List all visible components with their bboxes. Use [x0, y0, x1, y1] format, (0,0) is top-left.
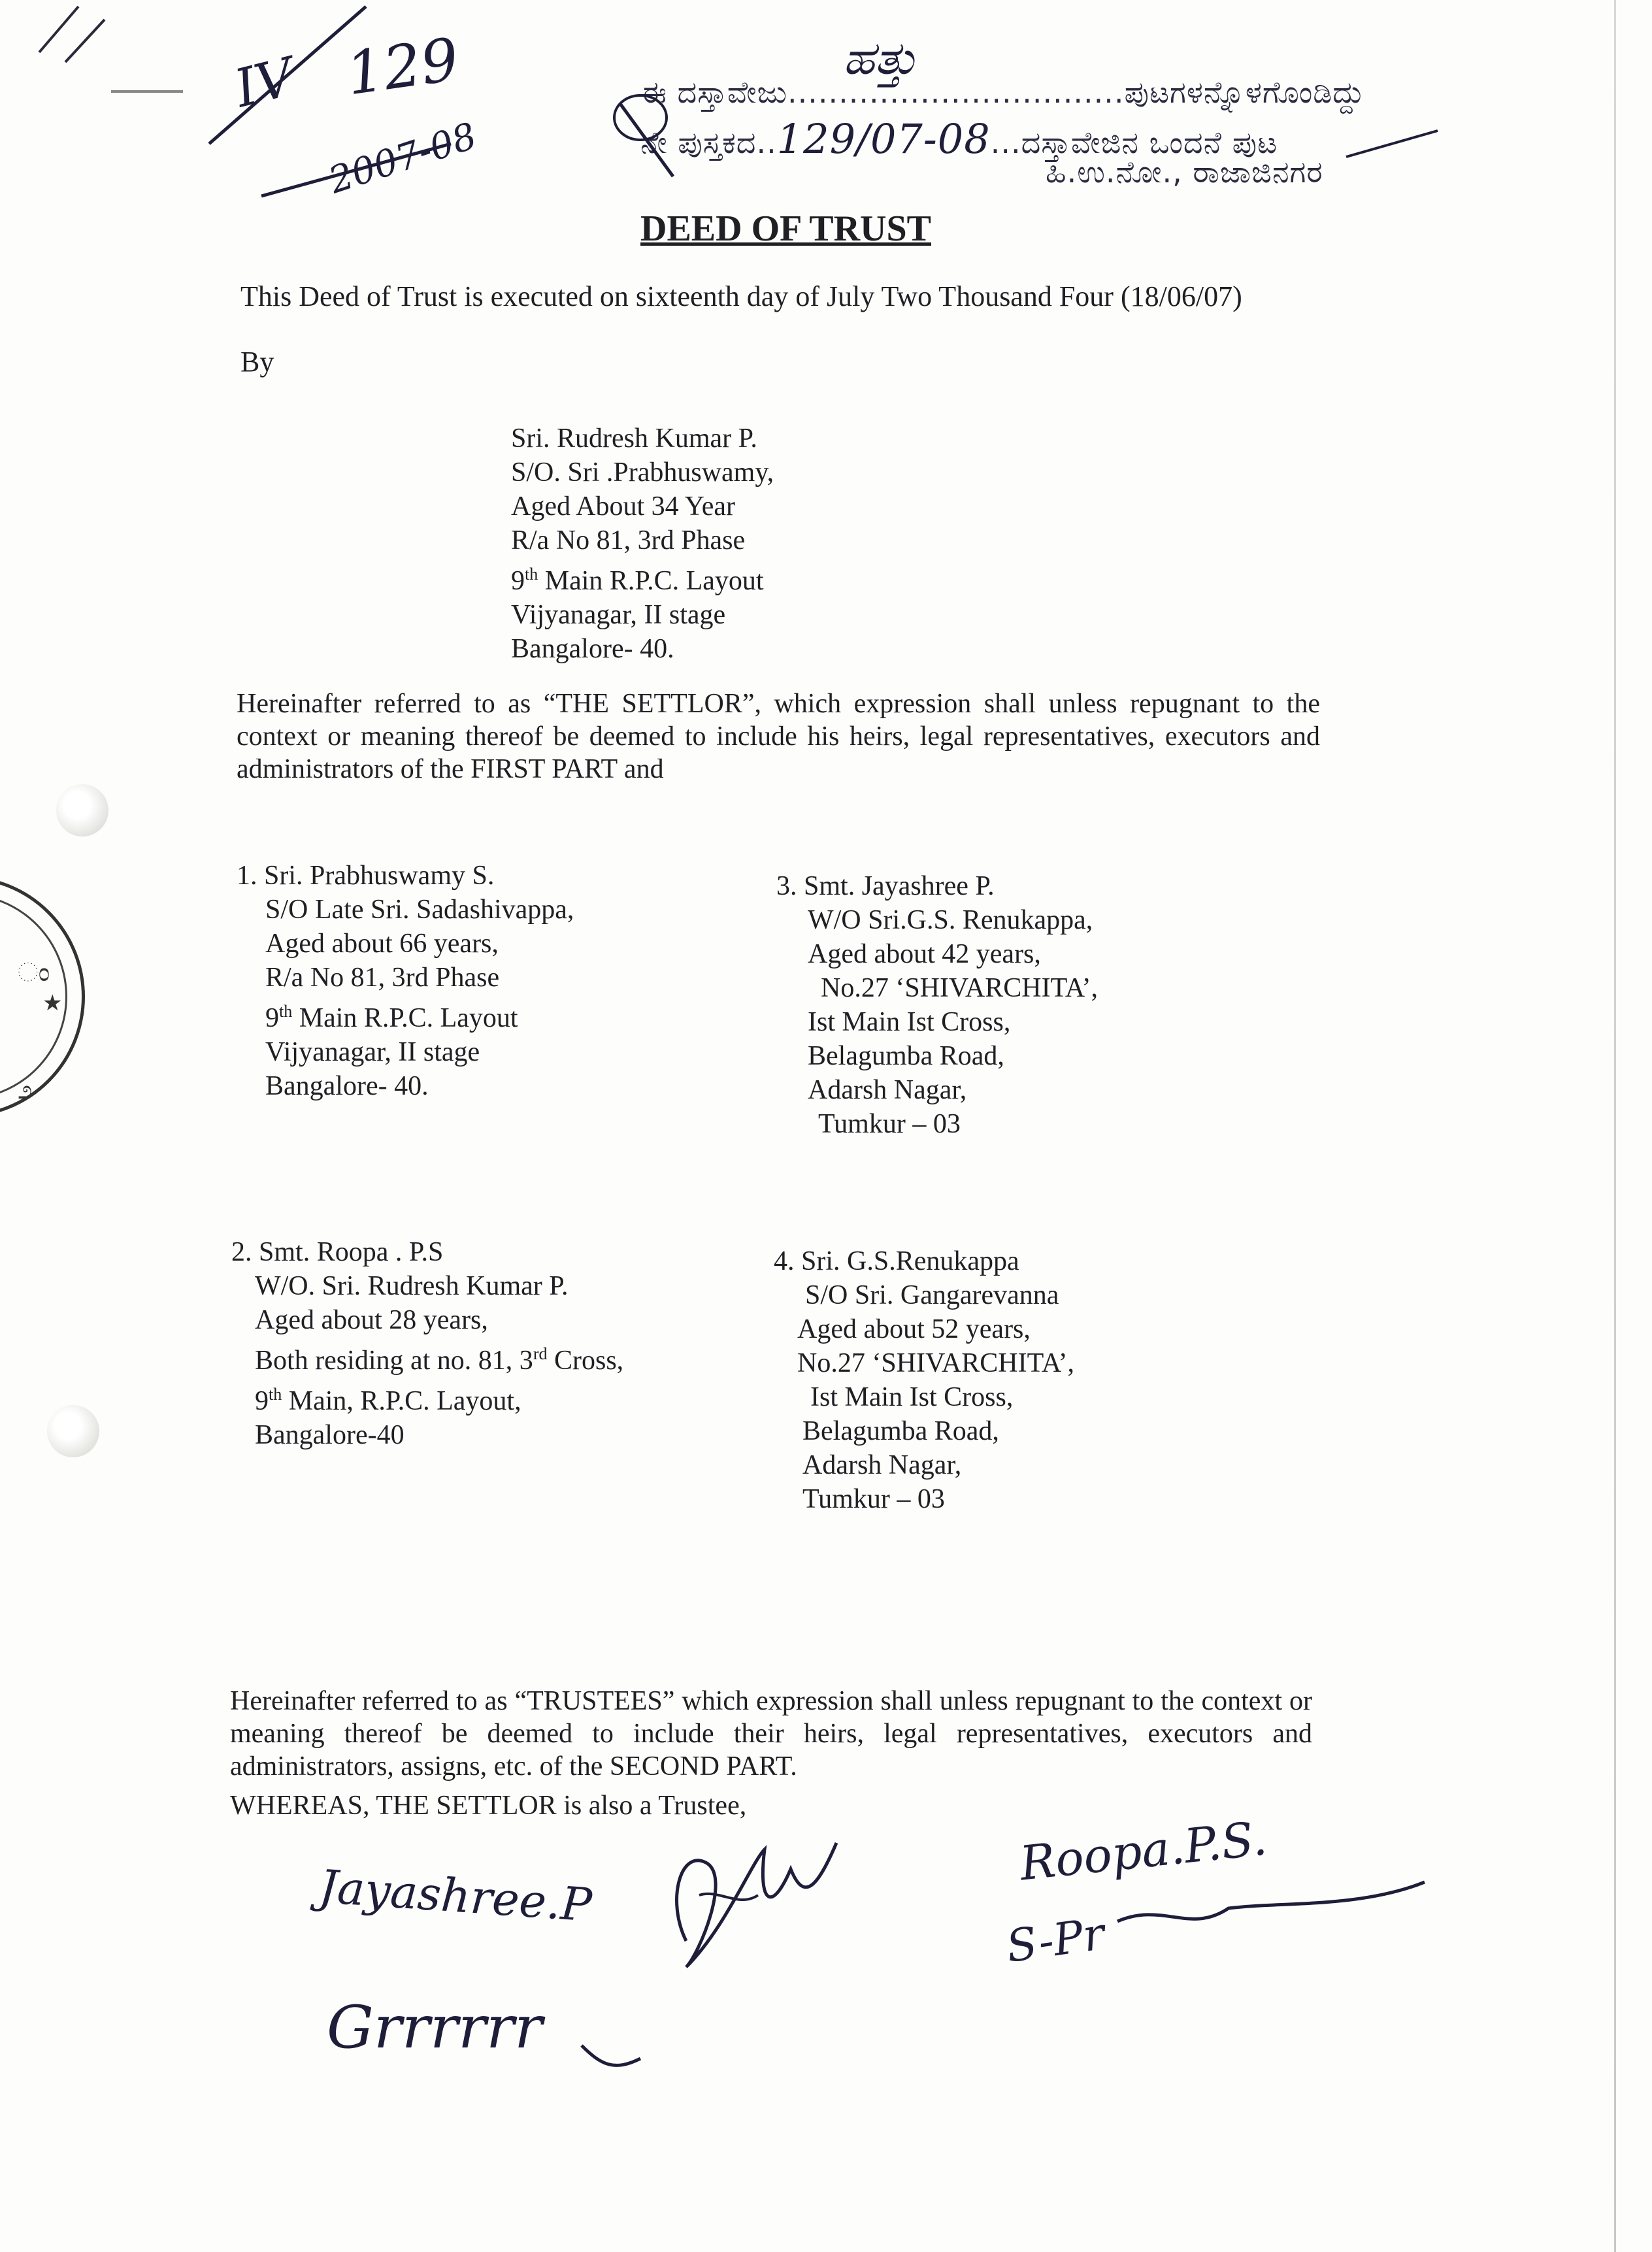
settlor-addr4: Bangalore- 40. [511, 634, 674, 664]
trustee-3-addr3: Belagumba Road, [808, 1041, 1004, 1071]
settlor-addr3: Vijyanagar, II stage [511, 600, 726, 630]
note-volume: IV [229, 46, 301, 120]
trustee-3-addr2: Ist Main Ist Cross, [808, 1007, 1011, 1037]
signature-jayashree: Jayashree.P [317, 1859, 594, 1932]
whereas-line: WHEREAS, THE SETTLOR is also a Trustee, [230, 1791, 747, 1821]
trustee-4-age: Aged about 52 years, [797, 1314, 1031, 1344]
signature-stroke-tail [1111, 1863, 1438, 1947]
stamp-line-2: ನೇ ಪುಸ್ತಕದ..129/07-08...ದಸ್ತಾವೇಜಿನ ಒಂದನೆ ಪುಟ [640, 115, 1278, 163]
settlor-address [511, 422, 774, 666]
signature-roopa: Roopa.P.S. [1017, 1810, 1270, 1891]
signature-renukappa-tail [575, 2039, 653, 2091]
by-label: By [240, 346, 274, 378]
trustee-2-addr2: 9th Main, R.P.C. Layout, [255, 1385, 521, 1416]
trustee-4-name: 4. Sri. G.S.Renukappa [774, 1246, 1019, 1276]
trustees-paragraph: Hereinafter referred to as “TRUSTEES” which expression shall unless repugnant to the context or meaning thereof be deemed to include their heirs, legal representatives, executors and administrators, assigns, etc. of the SECOND PART. [230, 1686, 1312, 1781]
trustee-2-addr1: Both residing at no. 81, 3rd Cross, [255, 1344, 624, 1376]
settlor-relation: S/O. Sri .Prabhuswamy, [511, 457, 774, 488]
trustee-3-age: Aged about 42 years, [808, 939, 1041, 969]
intro-line: This Deed of Trust is executed on sixteenth day of July Two Thousand Four (18/06/07) [240, 280, 1242, 312]
stamp-handwritten-count: ಹತ್ತು [843, 31, 917, 85]
settlor-paragraph: Hereinafter referred to as “THE SETTLOR”, which expression shall unless repugnant to the context or meaning thereof be deemed to include his heirs, legal representatives, executors and administrators of the FIRST PART and [237, 689, 1320, 784]
note-number: 129 [342, 25, 463, 109]
punch-hole-bottom [47, 1405, 99, 1457]
settlor-addr2: 9th Main R.P.C. Layout [511, 565, 764, 596]
punch-hole-top [56, 784, 108, 836]
trustee-2-relation: W/O. Sri. Rudresh Kumar P. [255, 1271, 569, 1301]
trustee-1-addr4: Bangalore- 40. [265, 1071, 429, 1101]
settlor-age: Aged About 34 Year [511, 491, 735, 522]
trustee-4-relation: S/O Sri. Gangarevanna [805, 1280, 1059, 1310]
trustee-4-addr2: Ist Main Ist Cross, [810, 1382, 1014, 1412]
trustee-3-relation: W/O Sri.G.S. Renukappa, [808, 905, 1093, 935]
trustee-1-age: Aged about 66 years, [265, 929, 499, 959]
stamp-line-3: ಹಿ.ಉ.ನೋ., ರಾಜಾಜಿನಗರ [1046, 154, 1323, 190]
trustee-1-addr1: R/a No 81, 3rd Phase [265, 963, 500, 993]
trustee-3-addr5: Tumkur – 03 [818, 1109, 961, 1139]
trustee-1-name: 1. Sri. Prabhuswamy S. [237, 861, 495, 891]
stamp-line-2-prefix: ನೇ ಪುಸ್ತಕದ [640, 125, 757, 160]
circular-seal: ಂ ★ ೨ [0, 876, 85, 1118]
trustee-3 [776, 869, 1098, 1141]
settlor-addr1: R/a No 81, 3rd Phase [511, 525, 746, 555]
trustee-2-age: Aged about 28 years, [255, 1305, 488, 1335]
trustee-1-relation: S/O Late Sri. Sadashivappa, [265, 895, 574, 925]
trustee-2-addr3: Bangalore-40 [255, 1420, 405, 1450]
trustee-1 [237, 859, 574, 1103]
trustee-3-addr1: No.27 ‘SHIVARCHITA’, [821, 973, 1099, 1003]
note-year: 2007-08 [323, 114, 482, 203]
trustee-1-addr2: 9th Main R.P.C. Layout [265, 1002, 518, 1033]
trustee-3-name: 3. Smt. Jayashree P. [776, 871, 995, 901]
trustee-4-addr4: Adarsh Nagar, [802, 1450, 962, 1480]
signature-renukappa: Grrrrrr [327, 1993, 543, 2062]
trustee-2-name: 2. Smt. Roopa . P.S [231, 1237, 444, 1267]
signature-scribble [660, 1823, 856, 1980]
stamp-line-2-hand: 129/07-08 [776, 115, 991, 163]
trustee-4-addr1: No.27 ‘SHIVARCHITA’, [797, 1348, 1075, 1378]
settlor-name: Sri. Rudresh Kumar P. [511, 423, 757, 454]
signature-prabhuswamy: S-Pr [1003, 1908, 1108, 1974]
stamp-line-1: ಈ ದಸ್ತಾವೇಜು.................................ಪುಟಗಳನ್ನೊಳಗೊಂಡಿದ್ದು [640, 75, 1365, 110]
trustee-1-addr3: Vijyanagar, II stage [265, 1037, 480, 1067]
stamp-strokes [601, 78, 1451, 196]
stamp-line-2-suffix: ದಸ್ತಾವೇಜಿನ ಒಂದನೆ ಪುಟ [1021, 125, 1278, 160]
trustee-2 [231, 1235, 623, 1452]
page-fold-line [1614, 0, 1616, 2252]
page-title: DEED OF TRUST [640, 208, 931, 249]
trustee-4-addr3: Belagumba Road, [802, 1416, 999, 1446]
trustee-4-addr5: Tumkur – 03 [802, 1484, 945, 1514]
trustee-3-addr4: Adarsh Nagar, [808, 1075, 967, 1105]
trustee-4 [774, 1244, 1074, 1516]
